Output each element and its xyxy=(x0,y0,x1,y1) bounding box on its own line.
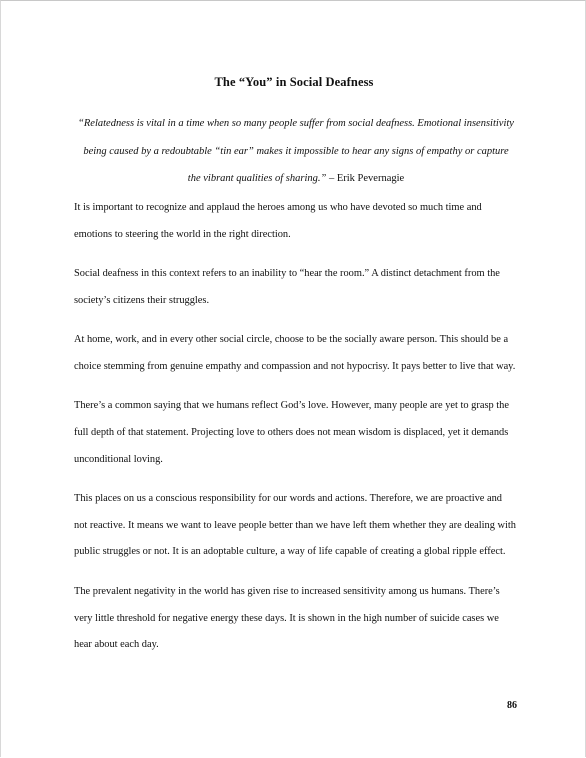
paragraph: The prevalent negativity in the world has given rise to increased sensitivity among us humans. There’s very little threshold for negative energy these days. It is shown in the high number of suicide cases we hear about each day. xyxy=(74,585,500,651)
paragraph: This places on us a conscious responsibility for our words and actions. Therefore, we are proactive and not reactive. It means we want to leave people better than we have left them whether they are dealing with public struggles or not. It is an adoptable culture, a way of life capable of creating a global ripple effect. xyxy=(74,493,516,558)
paragraph: Social deafness in this context refers to an inability to “hear the room.” A distinct detachment from the society’s citizens their struggles. xyxy=(74,268,500,306)
epigraph-attribution: – Erik Pevernagie xyxy=(328,173,405,184)
paragraph: It is important to recognize and applaud the heroes among us who have devoted so much time and emotions to steering the world in the right direction. xyxy=(74,202,482,240)
epigraph-quote: “Relatedness is vital in a time when so many people suffer from social deafness. Emotional insensitivity being caused by a redoubtable “tin ear” makes it impossible to hear any signs of empathy or capture the vibrant qualities of sharing.” xyxy=(78,118,514,184)
paragraph: There’s a common saying that we humans reflect God’s love. However, many people are yet to grasp the full depth of that statement. Projecting love to others does not mean wisdom is displaced, yet it demands unconditional loving. xyxy=(74,400,509,465)
page-title: The “You” in Social Deafness xyxy=(214,75,374,89)
body-text xyxy=(74,195,516,672)
epigraph xyxy=(77,110,515,193)
paragraph: At home, work, and in every other social circle, choose to be the socially aware person. This should be a choice stemming from genuine empathy and compassion and not hypocrisy. It pays better to live that way. xyxy=(74,334,516,372)
page-number: 86 xyxy=(507,700,517,711)
